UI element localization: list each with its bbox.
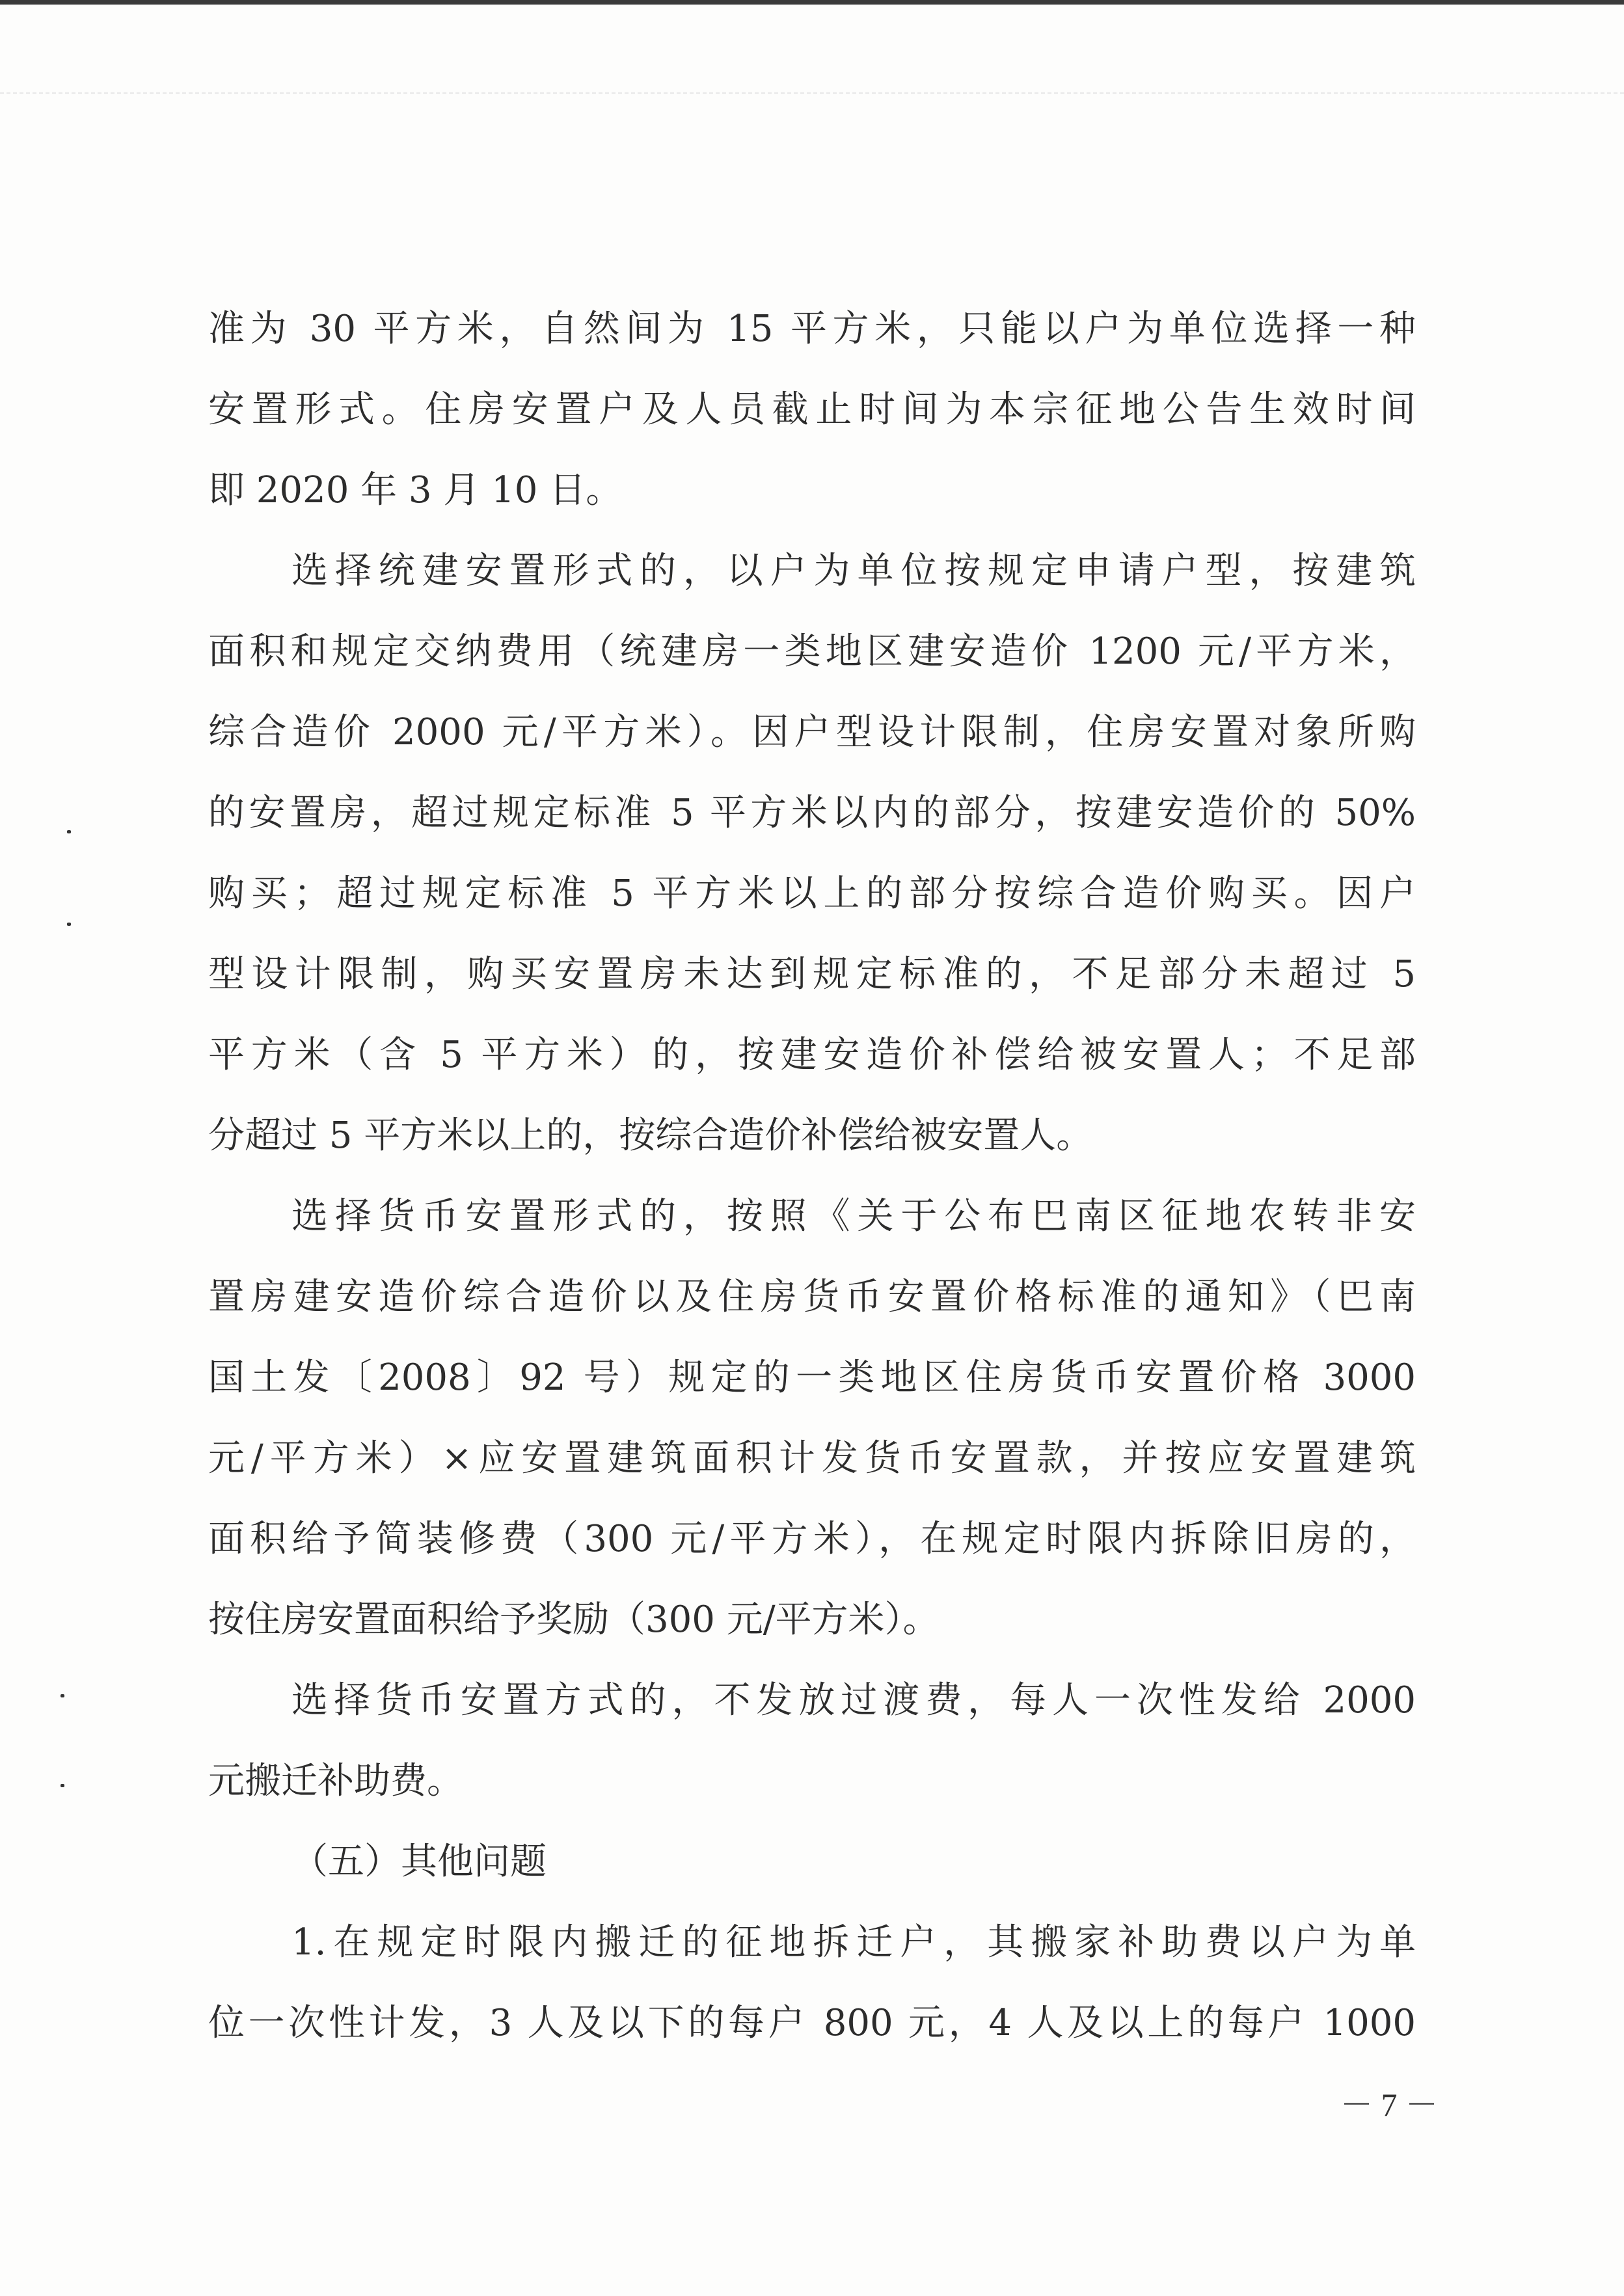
scan-speck: [61, 1784, 64, 1787]
text-line: 国土发〔2008〕92 号）规定的一类地区住房货币安置价格 3000: [208, 1357, 1416, 1399]
text-line: 面积给予简装修费（300 元/平方米），在规定时限内拆除旧房的，: [208, 1518, 1416, 1560]
text-line: 综合造价 2000 元/平方米）。因户型设计限制，住房安置对象所购: [208, 711, 1416, 753]
text-line: 购买；超过规定标准 5 平方米以上的部分按综合造价购买。因户: [208, 872, 1416, 915]
page-number: － 7 －: [1340, 2087, 1438, 2123]
paragraph-first-line: 选择货币安置方式的，不发放过渡费，每人一次性发给 2000: [291, 1679, 1416, 1722]
text-line: 即 2020 年 3 月 10 日。: [208, 469, 623, 511]
text-line: 置房建安造价综合造价以及住房货币安置价格标准的通知》（巴南: [208, 1276, 1416, 1318]
text-line: 面积和规定交纳费用（统建房一类地区建安造价 1200 元/平方米，: [208, 630, 1416, 673]
paragraph-first-line: 选择统建安置形式的，以户为单位按规定申请户型，按建筑: [291, 550, 1416, 592]
section-heading: （五）其他问题: [291, 1841, 547, 1883]
text-line: 元搬迁补助费。: [208, 1760, 463, 1802]
text-line: 元/平方米）×应安置建筑面积计发货币安置款，并按应安置建筑: [208, 1437, 1416, 1479]
paragraph-first-line: 1.在规定时限内搬迁的征地拆迁户，其搬家补助费以户为单: [291, 1921, 1416, 1964]
text-line: 安置形式。住房安置户及人员截止时间为本宗征地公告生效时间: [208, 388, 1416, 431]
text-line: 位一次性计发，3 人及以下的每户 800 元，4 人及以上的每户 1000: [208, 2002, 1416, 2044]
text-line: 型设计限制，购买安置房未达到规定标准的，不足部分未超过 5: [208, 953, 1416, 995]
scan-artifact-line: [0, 92, 1624, 94]
text-line: 准为 30 平方米，自然间为 15 平方米，只能以户为单位选择一种: [208, 308, 1416, 350]
text-line: 分超过 5 平方米以上的，按综合造价补偿给被安置人。: [208, 1114, 1093, 1157]
scan-speck: [67, 830, 71, 833]
scan-speck: [67, 923, 71, 926]
text-line: 平方米（含 5 平方米）的，按建安造价补偿给被安置人；不足部: [208, 1034, 1416, 1076]
text-line: 按住房安置面积给予奖励（300 元/平方米）。: [208, 1599, 940, 1641]
scan-top-edge: [0, 0, 1624, 5]
scan-speck: [61, 1694, 64, 1697]
paragraph-first-line: 选择货币安置形式的，按照《关于公布巴南区征地农转非安: [291, 1195, 1416, 1237]
text-line: 的安置房，超过规定标准 5 平方米以内的部分，按建安造价的 50%: [208, 792, 1416, 834]
